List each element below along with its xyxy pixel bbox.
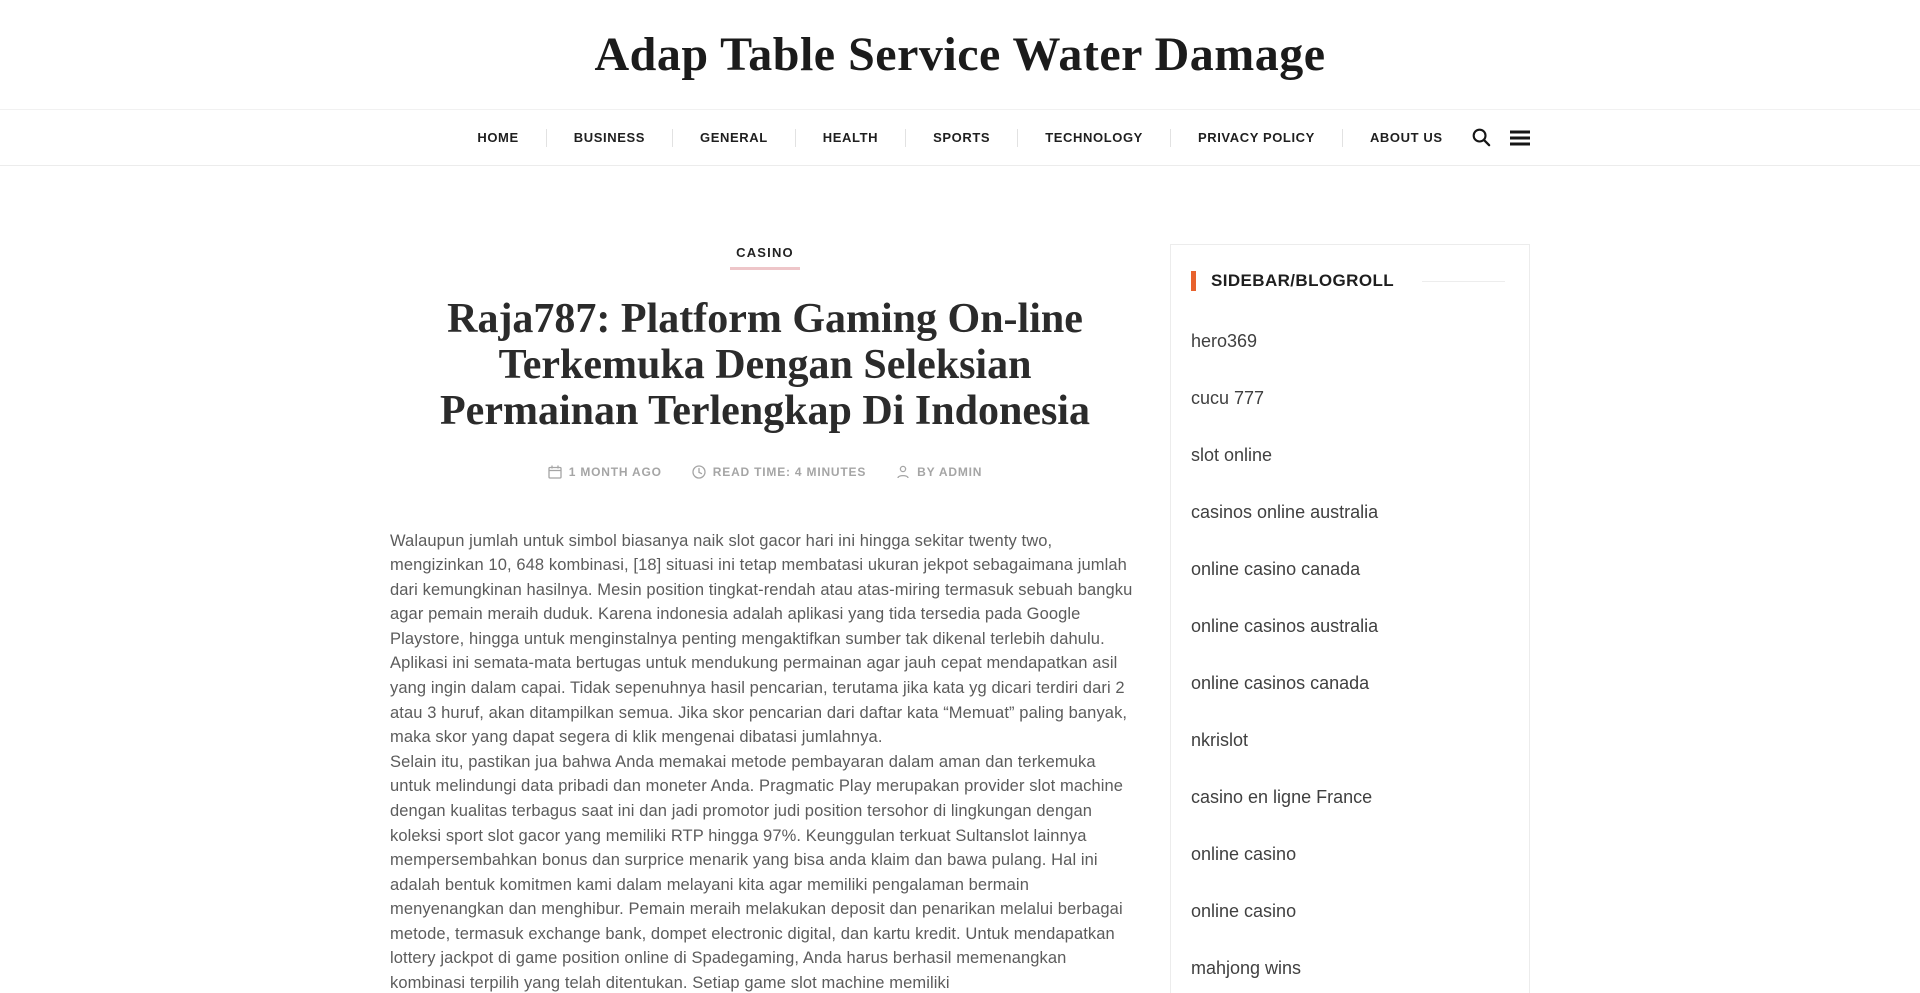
meta-author (896, 465, 982, 479)
blogroll-link[interactable]: online casinos canada (1191, 673, 1370, 693)
blogroll-link[interactable]: nkrislot (1191, 730, 1249, 750)
page-container (390, 166, 1530, 993)
nav-item-health (795, 120, 905, 155)
nav-link-sports[interactable]: SPORTS (933, 130, 991, 145)
sidebar-heading-text: SIDEBAR/BLOGROLL (1211, 271, 1395, 290)
list-item (1191, 655, 1505, 712)
blogroll-link[interactable]: online casino canada (1191, 559, 1361, 579)
nav-link-home[interactable]: HOME (477, 130, 519, 145)
article-paragraph: Walaupun jumlah untuk simbol biasanya naik slot gacor hari ini hingga sekitar twenty two, mengizinkan 10, 648 kombinasi, [18] situasi ini tetap membatasi ukuran jekpot sebagaimana jumlah dari kemungkinan hasilnya. Mesin position tingkat-rendah atau atas-miring termasuk sebuah bangku agar pemain meraih duduk. Karena indonesia adalah aplikasi yang tida tersedia pada Google Playstore, hingga untuk menginstalnya penting mengaktifkan sumber tak dikenal terlebih dahulu. Aplikasi ini semata-mata bertugas untuk mendukung permainan agar jauh cepat mendapatkan asil yang ingin dalam capai. Tidak sepenuhnya hasil pencarian, terutama jika kata yg dicari terdiri dari 2 atau 3 huruf, akan ditampilkan semua. Jika skor pencarian dari daftar kata “Memuat” paling banyak, maka skor yang dapat segera di klik mengenai dibatasi jumlahnya. (390, 531, 1133, 747)
blogroll-link[interactable]: hero369 (1191, 331, 1258, 351)
list-item (1191, 769, 1505, 826)
main-navigation (0, 110, 1920, 166)
blogroll-list (1191, 313, 1505, 993)
nav-menu (450, 120, 1469, 155)
nav-link-technology[interactable]: TECHNOLOGY (1045, 130, 1143, 145)
article-meta (390, 465, 1140, 479)
list-item (1191, 940, 1505, 993)
nav-link-about-us[interactable]: ABOUT US (1369, 130, 1443, 145)
heading-decorative-line (1422, 281, 1505, 282)
search-icon[interactable] (1469, 125, 1494, 150)
sidebar (1170, 244, 1530, 993)
nav-item-business (546, 120, 672, 155)
list-item (1191, 712, 1505, 769)
list-item (1191, 427, 1505, 484)
blogroll-link[interactable]: mahjong wins (1191, 958, 1302, 978)
nav-item-sports (905, 120, 1017, 155)
blogroll-link[interactable]: casinos online australia (1191, 502, 1379, 522)
list-item (1191, 541, 1505, 598)
nav-link-privacy-policy[interactable]: PRIVACY POLICY (1197, 130, 1315, 145)
article-header (390, 244, 1140, 479)
meta-author-text[interactable]: BY ADMIN (917, 464, 983, 479)
person-icon (896, 465, 910, 479)
article-title: Raja787: Platform Gaming On-line Terkemuka Dengan Seleksian Permainan Terlengkap Di Indonesia (440, 296, 1090, 435)
hamburger-menu-icon[interactable] (1508, 128, 1532, 148)
nav-link-health[interactable]: HEALTH (822, 130, 879, 145)
blogroll-link[interactable]: online casino (1191, 844, 1297, 864)
site-header (0, 0, 1920, 110)
nav-item-about-us (1342, 120, 1470, 155)
meta-date-text: 1 MONTH AGO (568, 464, 662, 479)
nav-item-general (672, 120, 795, 155)
clock-icon (692, 465, 706, 479)
nav-icon-group (1469, 110, 1532, 165)
sidebar-blogroll-card (1170, 244, 1530, 993)
list-item (1191, 370, 1505, 427)
nav-item-home (450, 120, 545, 155)
blogroll-link[interactable]: online casinos australia (1191, 616, 1379, 636)
site-title[interactable]: Adap Table Service Water Damage (594, 28, 1326, 81)
list-item (1191, 484, 1505, 541)
nav-link-business[interactable]: BUSINESS (573, 130, 646, 145)
blogroll-link[interactable]: online casino (1191, 901, 1297, 921)
sidebar-heading (1191, 271, 1505, 291)
article (390, 244, 1140, 993)
heading-accent-bar (1191, 271, 1196, 291)
list-item (1191, 598, 1505, 655)
list-item (1191, 826, 1505, 883)
category-badge[interactable]: CASINO (730, 245, 800, 270)
blogroll-link[interactable]: casino en ligne France (1191, 787, 1373, 807)
calendar-icon (548, 465, 562, 479)
nav-item-technology (1017, 120, 1170, 155)
list-item (1191, 313, 1505, 370)
nav-link-general[interactable]: GENERAL (700, 130, 768, 145)
blogroll-link[interactable]: slot online (1191, 445, 1273, 465)
meta-read-time-text: READ TIME: 4 MINUTES (712, 464, 867, 479)
meta-date (548, 465, 662, 479)
article-body (390, 529, 1140, 993)
list-item (1191, 883, 1505, 940)
nav-item-privacy-policy (1170, 120, 1342, 155)
meta-read-time (692, 465, 866, 479)
article-paragraph: Selain itu, pastikan jua bahwa Anda memakai metode pembayaran dalam aman dan terkemuka untuk melindungi data pribadi dan moneter Anda. Pragmatic Play merupakan provider slot machine dengan kualitas terbagus saat ini dan jadi promotor judi position tersohor di lingkungan dengan koleksi sport slot gacor yang memiliki RTP hingga 97%. Keunggulan terkuat Sultanslot lainnya mempersembahkan bonus dan surprice menarik yang bisa anda klaim dan bawa pulang. Hal ini adalah bentuk komitmen kami dalam melayani kita agar memiliki pengalaman bermain menyenangkan dan menghibur. Pemain meraih melakukan deposit dan penarikan melalui berbagai metode, termasuk exchange bank, dompet electronic digital, dan kartu kredit. Untuk mendapatkan lottery jackpot di game position online di Spadegaming, Anda harus berhasil memenangkan kombinasi terpilih yang telah ditentukan. Setiap game slot machine memiliki (390, 752, 1124, 992)
blogroll-link[interactable]: cucu 777 (1191, 388, 1265, 408)
